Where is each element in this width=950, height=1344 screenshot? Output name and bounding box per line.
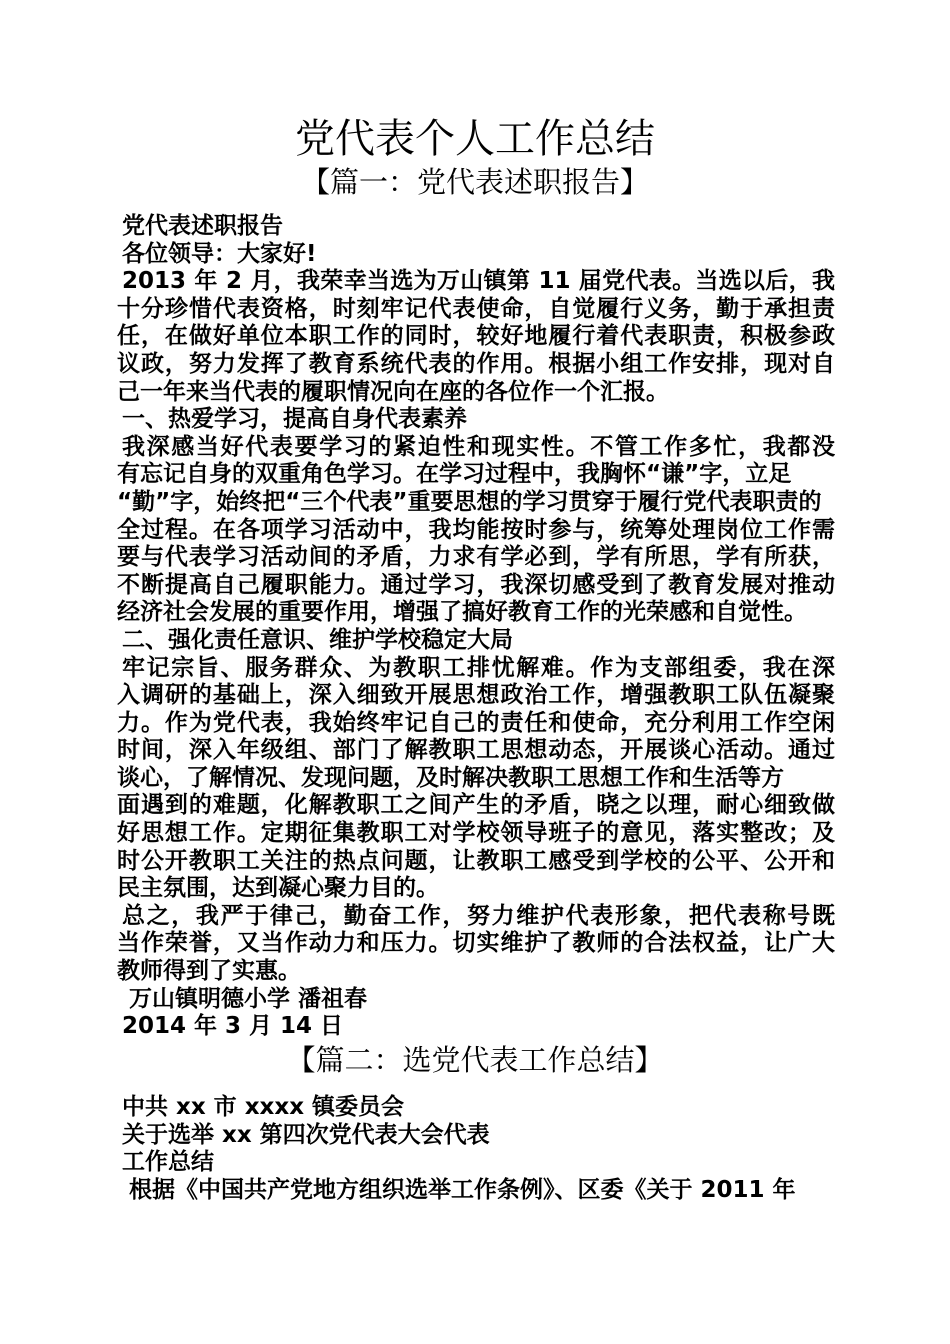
date-line: 2014 年 3 月 14 日 xyxy=(122,1013,344,1040)
paragraph-line: 好思想工作。定期征集教职工对学校领导班子的意见，落实整改；及 xyxy=(117,820,835,847)
section-heading-part-one: 【篇一：党代表述职报告】 xyxy=(300,165,649,199)
section-two-body xyxy=(117,1094,835,1204)
paragraph-line: 己一年来当代表的履职情况向在座的各位作一个汇报。 xyxy=(117,378,669,405)
report-subtitle: 党代表述职报告 xyxy=(122,213,283,239)
paragraph-line: 面遇到的难题，化解教职工之间产生的矛盾，晓之以理，耐心细致做 xyxy=(117,792,835,819)
paragraph-line: 时公开教职工关注的热点问题，让教职工感受到学校的公平、公开和 xyxy=(117,847,835,874)
paragraph-line: 任，在做好单位本职工作的同时，较好地履行着代表职责，积极参政 xyxy=(117,323,835,350)
paragraph-line: 总之，我严于律己，勤奋工作，努力维护代表形象，把代表称号既 xyxy=(122,902,835,929)
paragraph-line: 根据《中国共产党地方组织选举工作条例》、区委《关于 2011 年 xyxy=(129,1176,796,1203)
paragraph-line: 力。作为党代表，我始终牢记自己的责任和使命，充分利用工作空闲 xyxy=(117,709,835,736)
section-one-body xyxy=(117,213,835,1041)
paragraph-line: 有忘记自身的双重角色学习。在学习过程中，我胸怀“谦”字，立足 xyxy=(117,461,792,488)
paragraph-line: 2013 年 2 月，我荣幸当选为万山镇第 11 届党代表。当选以后，我 xyxy=(122,268,835,295)
paragraph-line: 要与代表学习活动间的矛盾，力求有学必到，学有所思，学有所获， xyxy=(117,544,835,571)
salutation: 各位领导：大家好! xyxy=(122,240,317,267)
paragraph-line: 教师得到了实惠。 xyxy=(117,958,301,985)
paragraph-line: 当作荣誉，又当作动力和压力。切实维护了教师的合法权益，让广大 xyxy=(117,930,835,957)
section-heading-part-two: 【篇二：选党代表工作总结】 xyxy=(286,1043,664,1077)
paragraph-line: 牢记宗旨、服务群众、为教职工排忧解难。作为支部组委，我在深 xyxy=(122,654,835,681)
paragraph-line: 全过程。在各项学习活动中，我均能按时参与，统筹处理岗位工作需 xyxy=(117,516,835,543)
paragraph-line: “勤”字，始终把“三个代表”重要思想的学习贯穿于履行党代表职责的 xyxy=(117,488,822,515)
paragraph-line: 入调研的基础上，深入细致开展思想政治工作，增强教职工队伍凝聚 xyxy=(117,682,835,709)
report-title-line: 关于选举 xx 第四次党代表大会代表 xyxy=(122,1121,490,1148)
subheading-two: 二、强化责任意识、维护学校稳定大局 xyxy=(122,626,513,653)
report-title-line: 工作总结 xyxy=(122,1149,214,1176)
paragraph-line: 时间，深入年级组、部门了解教职工思想动态，开展谈心活动。通过 xyxy=(117,737,835,764)
paragraph-line: 议政，努力发挥了教育系统代表的作用。根据小组工作安排，现对自 xyxy=(117,350,835,377)
subheading-one: 一、热爱学习，提高自身代表素养 xyxy=(122,406,467,433)
paragraph-line: 谈心，了解情况、发现问题，及时解决教职工思想工作和生活等方 xyxy=(117,764,784,791)
paragraph-line: 民主氛围，达到凝心聚力目的。 xyxy=(117,875,439,902)
signature-line: 万山镇明德小学 潘祖春 xyxy=(129,985,368,1012)
paragraph-line: 不断提高自己履职能力。通过学习，我深切感受到了教育发展对推动 xyxy=(117,571,835,598)
paragraph-line: 十分珍惜代表资格，时刻牢记代表使命，自觉履行义务，勤于承担责 xyxy=(117,295,835,322)
paragraph-line: 我深感当好代表要学习的紧迫性和现实性。不管工作多忙，我都没 xyxy=(122,433,835,460)
issuing-organization: 中共 xx 市 xxxx 镇委员会 xyxy=(122,1094,405,1120)
paragraph-line: 经济社会发展的重要作用，增强了搞好教育工作的光荣感和自觉性。 xyxy=(117,599,807,626)
document-title: 党代表个人工作总结 xyxy=(295,116,655,162)
